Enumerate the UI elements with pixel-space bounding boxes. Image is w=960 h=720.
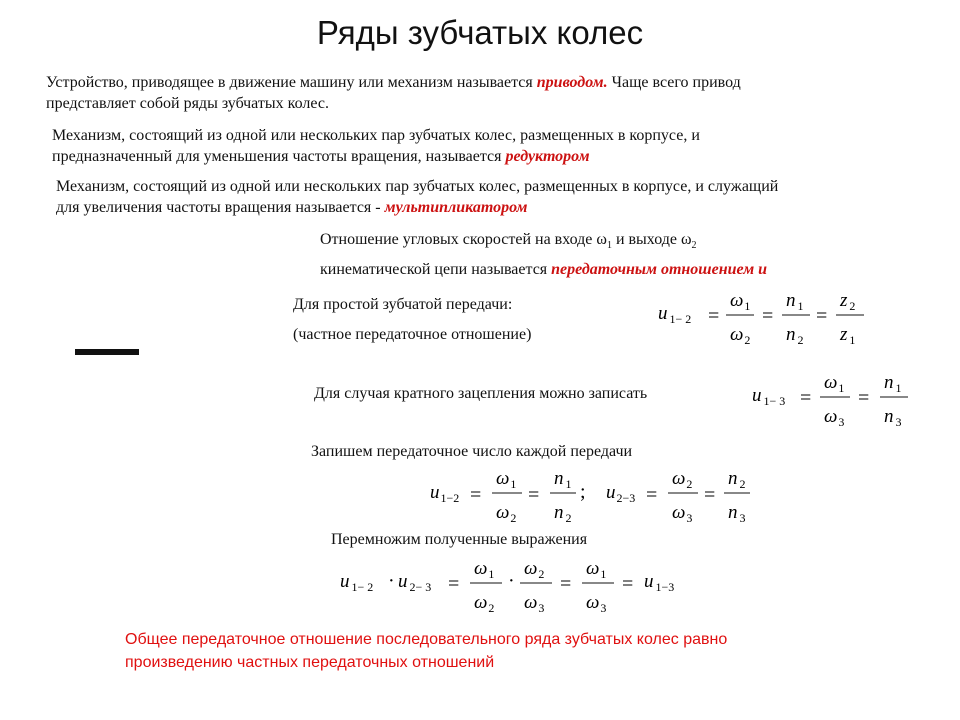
- reducer-paragraph: [52, 125, 700, 167]
- simple-gear-label: Для простой зубчатой передачи:: [293, 296, 513, 313]
- formula-multiple-mesh: [748, 366, 918, 430]
- intro-text: Устройство, приводящее в движение машину или механизм называется: [46, 74, 537, 91]
- formula-simple-ratio: [650, 284, 870, 348]
- multiplier-line1: Механизм, состоящий из одной или нескольких пар зубчатых колес, размещенных в корпусе, и служащий: [56, 178, 779, 195]
- multiplier-paragraph: [56, 176, 778, 218]
- multiply-label: Перемножим полученные выражения: [331, 531, 588, 548]
- svg-text:ω3: $\omega_3$: [824, 406, 845, 429]
- svg-text:ω2: $\omega_2$: [524, 558, 545, 581]
- svg-text:;: ;: [580, 481, 586, 503]
- svg-text:ω2: $\omega_2$: [496, 502, 517, 525]
- svg-text:ω3: $\omega_3$: [672, 502, 693, 525]
- ratio-paragraph: [320, 228, 767, 282]
- multiplier-line2: для увеличения частоты вращения называется -: [56, 199, 385, 216]
- omega-sub-1: 1: [606, 240, 612, 252]
- svg-text:=: =: [448, 573, 460, 595]
- ratio-line1: Отношение угловых скоростей на входе ω: [320, 231, 607, 248]
- dash-mark: [75, 349, 139, 355]
- svg-text:ω1: $\omega_1$: [824, 372, 845, 395]
- svg-text:=: =: [528, 484, 540, 506]
- svg-text:z2: z $_2$: [840, 290, 856, 313]
- conclusion-text: [125, 628, 885, 674]
- svg-text:ω2: $\omega_2$: [474, 592, 495, 615]
- svg-text:n2: n $_2$: [786, 324, 804, 347]
- svg-text:=: =: [708, 305, 720, 327]
- svg-text:ω1: $\omega_1$: [730, 290, 751, 313]
- svg-text:n2: n $_2$: [728, 468, 746, 491]
- intro-text-tail: Чаще всего привод: [607, 74, 741, 91]
- term-drive: приводом.: [536, 74, 608, 91]
- svg-text:·: ·: [388, 570, 395, 592]
- intro-text-line2: представляет собой ряды зубчатых колес.: [46, 95, 329, 112]
- svg-text:u1− 2: u $_{1- 2}$: [658, 303, 692, 326]
- multiple-mesh-label: Для случая кратного зацепления можно записать: [314, 385, 648, 402]
- svg-text:u2− 3: u $_{2- 3}$: [398, 571, 432, 594]
- svg-text:n3: n $_3$: [884, 406, 902, 429]
- svg-text:u1−3: u $_{1-3}$: [644, 571, 675, 594]
- svg-text:=: =: [646, 484, 658, 506]
- svg-text:n1: n $_1$: [786, 290, 804, 313]
- svg-text:=: =: [762, 305, 774, 327]
- ratio-line2: кинематической цепи называется: [320, 261, 552, 279]
- svg-text:ω1: $\omega_1$: [496, 468, 517, 491]
- svg-text:n2: n $_2$: [554, 502, 572, 525]
- conclusion-line2: произведению частных передаточных отношений: [125, 654, 495, 671]
- svg-text:n1: n $_1$: [884, 372, 902, 395]
- reducer-line2: предназначенный для уменьшения частоты вращения, называется: [52, 148, 506, 165]
- svg-text:u1− 3: u $_{1- 3}$: [752, 385, 786, 408]
- svg-text:=: =: [800, 387, 812, 409]
- intro-paragraph: [46, 72, 741, 114]
- svg-text:u1− 2: u $_{1- 2}$: [340, 571, 374, 594]
- each-transmission-label: Запишем передаточное число каждой передачи: [311, 443, 633, 460]
- svg-text:=: =: [470, 484, 482, 506]
- formula-product: [336, 552, 696, 616]
- svg-text:=: =: [704, 484, 716, 506]
- svg-text:ω3: $\omega_3$: [586, 592, 607, 615]
- svg-text:=: =: [560, 573, 572, 595]
- svg-text:ω1: $\omega_1$: [474, 558, 495, 581]
- omega-sub-2: 2: [691, 240, 697, 252]
- svg-text:ω3: $\omega_3$: [524, 592, 545, 615]
- svg-text:·: ·: [508, 570, 515, 592]
- svg-text:n1: n $_1$: [554, 468, 572, 491]
- ratio-line1-mid: и выходе ω: [611, 231, 692, 248]
- svg-text:u1−2: $u_{1-2}$: [430, 482, 460, 505]
- svg-text:ω2: $\omega_2$: [730, 324, 751, 347]
- conclusion-line1: Общее передаточное отношение последовательного ряда зубчатых колес равно: [125, 631, 728, 648]
- term-gear-ratio: передаточным отношением u: [551, 261, 768, 279]
- svg-text:ω2: $\omega_2$: [672, 468, 693, 491]
- term-reducer: редуктором: [505, 148, 590, 165]
- svg-text:z1: z $_1$: [840, 324, 856, 347]
- page-title: Ряды зубчатых колес: [316, 14, 644, 51]
- svg-text:=: =: [858, 387, 870, 409]
- term-multiplier: мультипликатором: [384, 199, 528, 216]
- svg-text:u2−3: $u_{2-3}$: [606, 482, 636, 505]
- svg-text:=: =: [622, 573, 634, 595]
- svg-text:ω1: $\omega_1$: [586, 558, 607, 581]
- svg-text:=: =: [816, 305, 828, 327]
- reducer-line1: Механизм, состоящий из одной или нескольких пар зубчатых колес, размещенных в корпусе, и: [52, 127, 700, 144]
- formula-each-transmission: [424, 462, 764, 526]
- partial-ratio-label: (частное передаточное отношение): [293, 326, 532, 343]
- svg-text:n3: n $_3$: [728, 502, 746, 525]
